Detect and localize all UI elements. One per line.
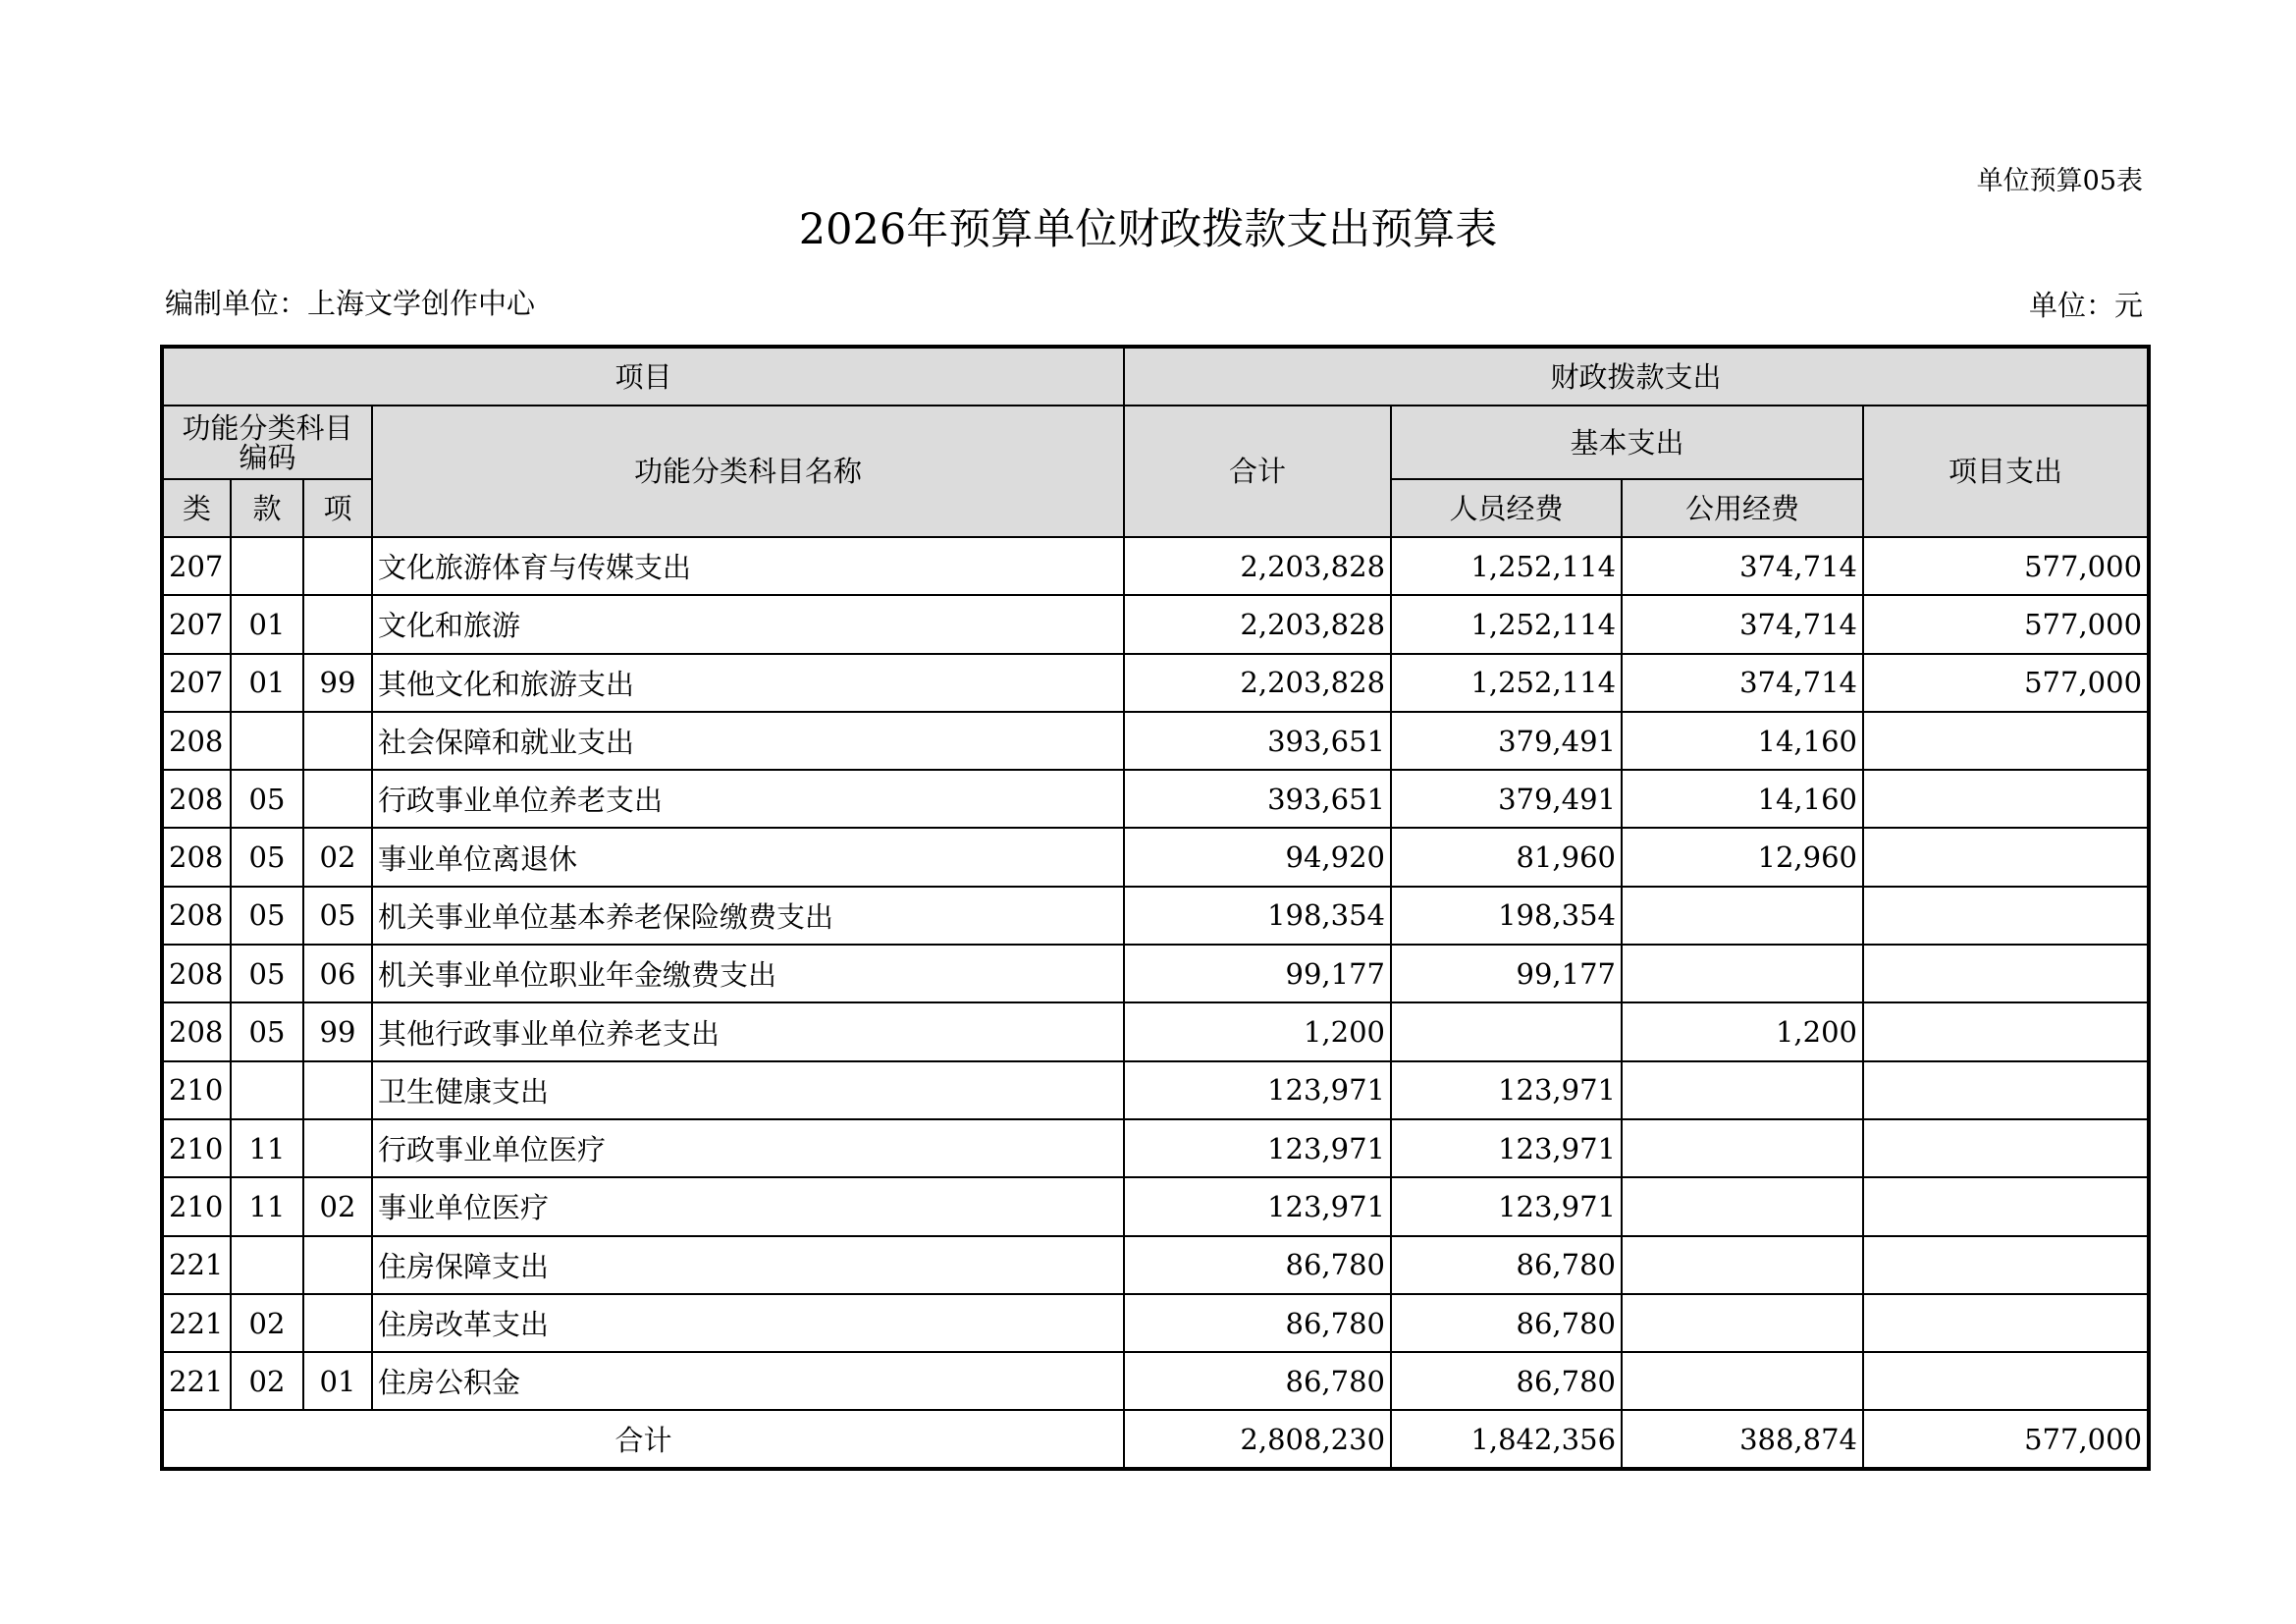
cell-function-name: 住房公积金 — [372, 1352, 1124, 1410]
cell-function-name: 住房保障支出 — [372, 1236, 1124, 1294]
cell-personnel: 123,971 — [1391, 1119, 1622, 1177]
cell-public — [1622, 1177, 1863, 1235]
cell-total: 86,780 — [1124, 1352, 1391, 1410]
cell-total: 99,177 — [1124, 945, 1391, 1002]
header-fiscal-expenditure: 财政拨款支出 — [1124, 347, 2149, 406]
cell-public: 374,714 — [1622, 537, 1863, 595]
cell-total: 123,971 — [1124, 1119, 1391, 1177]
cell-personnel: 123,971 — [1391, 1061, 1622, 1119]
cell-function-name: 文化和旅游 — [372, 595, 1124, 653]
totals-project: 577,000 — [1863, 1410, 2149, 1469]
cell-xiang: 01 — [303, 1352, 372, 1410]
table-row — [162, 1002, 2149, 1060]
cell-function-name: 社会保障和就业支出 — [372, 712, 1124, 770]
cell-lei: 210 — [162, 1177, 231, 1235]
cell-personnel: 379,491 — [1391, 770, 1622, 828]
cell-lei: 208 — [162, 828, 231, 886]
table-row — [162, 828, 2149, 886]
cell-public: 374,714 — [1622, 654, 1863, 712]
cell-lei: 210 — [162, 1119, 231, 1177]
cell-total: 94,920 — [1124, 828, 1391, 886]
cell-xiang: 99 — [303, 1002, 372, 1060]
header-basic-expenditure: 基本支出 — [1391, 406, 1863, 479]
cell-function-name: 其他文化和旅游支出 — [372, 654, 1124, 712]
cell-public — [1622, 1061, 1863, 1119]
header-kuan: 款 — [231, 479, 303, 537]
table-row — [162, 945, 2149, 1002]
table-row — [162, 1352, 2149, 1410]
cell-xiang: 02 — [303, 828, 372, 886]
cell-public — [1622, 945, 1863, 1002]
cell-project — [1863, 1177, 2149, 1235]
cell-personnel: 123,971 — [1391, 1177, 1622, 1235]
cell-kuan: 05 — [231, 770, 303, 828]
totals-label: 合计 — [162, 1410, 1124, 1469]
table-row — [162, 1177, 2149, 1235]
cell-public — [1622, 1236, 1863, 1294]
cell-personnel: 379,491 — [1391, 712, 1622, 770]
cell-project — [1863, 712, 2149, 770]
cell-public — [1622, 1119, 1863, 1177]
cell-xiang — [303, 712, 372, 770]
table-header — [162, 347, 2149, 537]
cell-project — [1863, 1061, 2149, 1119]
cell-total: 123,971 — [1124, 1177, 1391, 1235]
cell-kuan: 11 — [231, 1119, 303, 1177]
cell-lei: 221 — [162, 1352, 231, 1410]
header-xiang: 项 — [303, 479, 372, 537]
cell-total: 2,203,828 — [1124, 595, 1391, 653]
table-row — [162, 1119, 2149, 1177]
cell-lei: 208 — [162, 887, 231, 945]
cell-public: 1,200 — [1622, 1002, 1863, 1060]
budget-table — [160, 345, 2151, 1471]
cell-lei: 210 — [162, 1061, 231, 1119]
cell-function-name: 机关事业单位职业年金缴费支出 — [372, 945, 1124, 1002]
cell-project: 577,000 — [1863, 654, 2149, 712]
cell-xiang: 06 — [303, 945, 372, 1002]
cell-public: 14,160 — [1622, 712, 1863, 770]
totals-public: 388,874 — [1622, 1410, 1863, 1469]
cell-xiang — [303, 1061, 372, 1119]
header-function-code: 功能分类科目编码 — [162, 406, 372, 479]
cell-kuan: 01 — [231, 595, 303, 653]
table-row — [162, 770, 2149, 828]
cell-kuan — [231, 537, 303, 595]
cell-personnel: 1,252,114 — [1391, 595, 1622, 653]
cell-personnel: 86,780 — [1391, 1236, 1622, 1294]
cell-xiang — [303, 1119, 372, 1177]
header-project: 项目 — [162, 347, 1124, 406]
cell-lei: 208 — [162, 770, 231, 828]
cell-personnel: 198,354 — [1391, 887, 1622, 945]
cell-function-name: 其他行政事业单位养老支出 — [372, 1002, 1124, 1060]
cell-total: 2,203,828 — [1124, 654, 1391, 712]
cell-project — [1863, 770, 2149, 828]
cell-personnel: 86,780 — [1391, 1294, 1622, 1352]
table-row — [162, 887, 2149, 945]
cell-total: 86,780 — [1124, 1294, 1391, 1352]
table-row — [162, 712, 2149, 770]
cell-xiang — [303, 595, 372, 653]
cell-kuan: 02 — [231, 1352, 303, 1410]
cell-project — [1863, 1236, 2149, 1294]
cell-xiang: 02 — [303, 1177, 372, 1235]
cell-project — [1863, 1352, 2149, 1410]
cell-public: 14,160 — [1622, 770, 1863, 828]
table-row — [162, 1236, 2149, 1294]
cell-total: 393,651 — [1124, 770, 1391, 828]
totals-personnel: 1,842,356 — [1391, 1410, 1622, 1469]
cell-function-name: 事业单位医疗 — [372, 1177, 1124, 1235]
cell-project — [1863, 887, 2149, 945]
cell-total: 86,780 — [1124, 1236, 1391, 1294]
cell-total: 393,651 — [1124, 712, 1391, 770]
cell-kuan: 05 — [231, 945, 303, 1002]
totals-row — [162, 1410, 2149, 1469]
cell-lei: 221 — [162, 1294, 231, 1352]
cell-xiang — [303, 1294, 372, 1352]
cell-kuan — [231, 712, 303, 770]
cell-total: 123,971 — [1124, 1061, 1391, 1119]
cell-xiang: 99 — [303, 654, 372, 712]
cell-function-name: 卫生健康支出 — [372, 1061, 1124, 1119]
cell-kuan: 02 — [231, 1294, 303, 1352]
cell-project — [1863, 945, 2149, 1002]
totals-total: 2,808,230 — [1124, 1410, 1391, 1469]
table-row — [162, 1294, 2149, 1352]
cell-function-name: 机关事业单位基本养老保险缴费支出 — [372, 887, 1124, 945]
cell-total: 2,203,828 — [1124, 537, 1391, 595]
cell-total: 1,200 — [1124, 1002, 1391, 1060]
cell-personnel: 81,960 — [1391, 828, 1622, 886]
cell-project — [1863, 1119, 2149, 1177]
cell-xiang: 05 — [303, 887, 372, 945]
cell-lei: 207 — [162, 537, 231, 595]
cell-function-name: 住房改革支出 — [372, 1294, 1124, 1352]
cell-personnel: 99,177 — [1391, 945, 1622, 1002]
cell-kuan: 11 — [231, 1177, 303, 1235]
table-body — [162, 537, 2149, 1469]
cell-xiang — [303, 537, 372, 595]
page-title: 2026年预算单位财政拨款支出预算表 — [798, 205, 1498, 254]
header-project-expenditure: 项目支出 — [1863, 406, 2149, 537]
table-row — [162, 1061, 2149, 1119]
cell-kuan: 05 — [231, 1002, 303, 1060]
cell-project — [1863, 1294, 2149, 1352]
header-lei: 类 — [162, 479, 231, 537]
table-row — [162, 595, 2149, 653]
header-personnel: 人员经费 — [1391, 479, 1622, 537]
cell-kuan: 05 — [231, 828, 303, 886]
cell-project — [1863, 1002, 2149, 1060]
cell-kuan: 01 — [231, 654, 303, 712]
cell-public — [1622, 887, 1863, 945]
cell-personnel: 86,780 — [1391, 1352, 1622, 1410]
cell-personnel: 1,252,114 — [1391, 654, 1622, 712]
cell-personnel: 1,252,114 — [1391, 537, 1622, 595]
currency-unit-label: 单位：元 — [2028, 289, 2143, 322]
cell-function-name: 事业单位离退休 — [372, 828, 1124, 886]
cell-lei: 207 — [162, 654, 231, 712]
cell-xiang — [303, 770, 372, 828]
header-function-name: 功能分类科目名称 — [372, 406, 1124, 537]
cell-public — [1622, 1294, 1863, 1352]
cell-lei: 208 — [162, 1002, 231, 1060]
cell-project: 577,000 — [1863, 595, 2149, 653]
cell-total: 198,354 — [1124, 887, 1391, 945]
cell-function-name: 行政事业单位医疗 — [372, 1119, 1124, 1177]
table-row — [162, 654, 2149, 712]
header-total: 合计 — [1124, 406, 1391, 537]
cell-public — [1622, 1352, 1863, 1410]
cell-project — [1863, 828, 2149, 886]
cell-lei: 221 — [162, 1236, 231, 1294]
cell-lei: 208 — [162, 945, 231, 1002]
cell-kuan — [231, 1061, 303, 1119]
table-row — [162, 537, 2149, 595]
cell-kuan: 05 — [231, 887, 303, 945]
header-public: 公用经费 — [1622, 479, 1863, 537]
compiling-unit-label: 编制单位：上海文学创作中心 — [165, 287, 536, 320]
cell-public: 374,714 — [1622, 595, 1863, 653]
cell-function-name: 行政事业单位养老支出 — [372, 770, 1124, 828]
cell-project: 577,000 — [1863, 537, 2149, 595]
cell-lei: 207 — [162, 595, 231, 653]
form-code-label: 单位预算05表 — [1976, 166, 2143, 196]
cell-kuan — [231, 1236, 303, 1294]
cell-personnel — [1391, 1002, 1622, 1060]
cell-xiang — [303, 1236, 372, 1294]
cell-function-name: 文化旅游体育与传媒支出 — [372, 537, 1124, 595]
cell-lei: 208 — [162, 712, 231, 770]
cell-public: 12,960 — [1622, 828, 1863, 886]
